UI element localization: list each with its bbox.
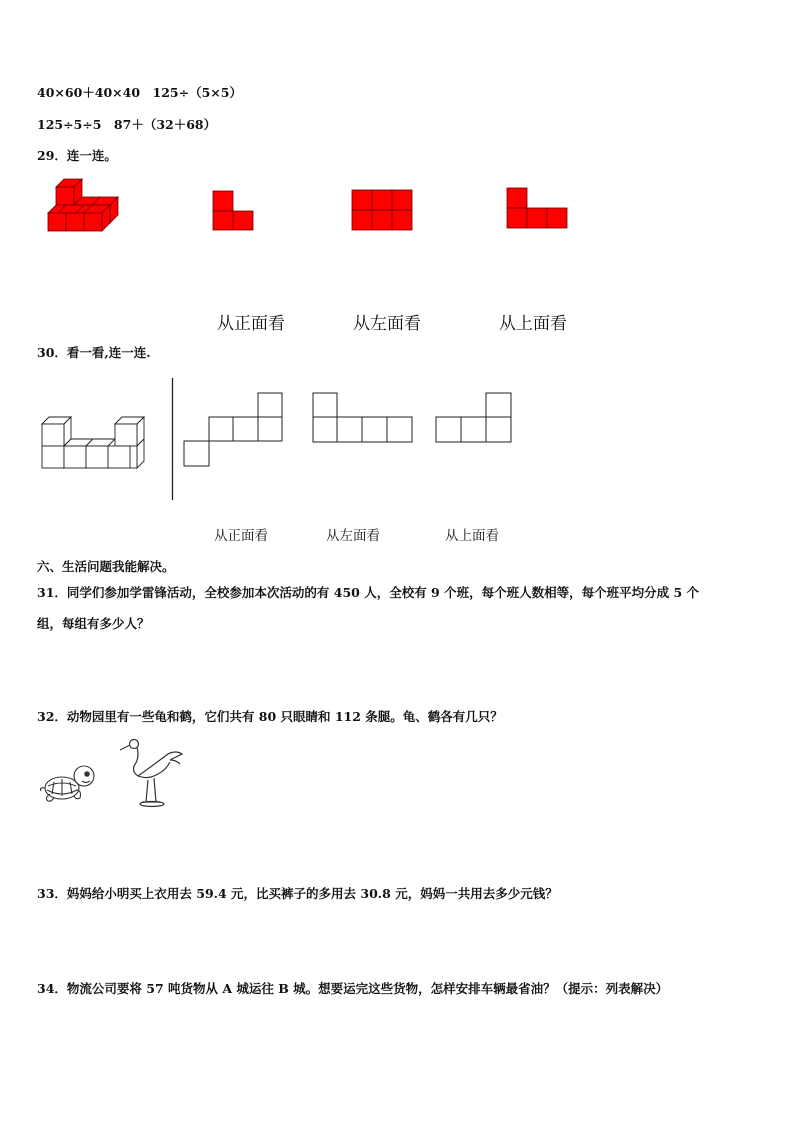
crane-illustration (118, 736, 186, 808)
calc-row-1: 40×60＋40×40 125÷（5×5） (37, 85, 242, 100)
q29-title: 29．连一连。 (37, 148, 117, 163)
q29-view-front-label: 从正面看 (217, 314, 285, 334)
q30-divider-line (171, 378, 174, 500)
q30-view-front-label: 从正面看 (214, 528, 268, 544)
turtle-illustration (38, 760, 100, 804)
q30-view-top-label: 从上面看 (445, 528, 499, 544)
q30-solid-figure (40, 412, 155, 470)
q31-text-line-2: 组，每组有多少人？ (37, 616, 150, 631)
calc-row-2: 125÷5÷5 87＋（32＋68） (37, 117, 217, 132)
q30-view-left-label: 从左面看 (326, 528, 380, 544)
q30-view-left-raised-shape (312, 392, 414, 444)
q32-text: 32．动物园里有一些龟和鹤，它们共有 80 只眼睛和 112 条腿。龟、鹤各有几只？ (37, 709, 503, 724)
q29-view-long-l-shape (506, 187, 568, 229)
q31-text-line-1: 31．同学们参加学雷锋活动，全校参加本次活动的有 450 人，全校有 9 个班，每个班人数相等，每个班平均分成 5 个 (37, 585, 699, 600)
q30-view-right-raised-shape (435, 392, 513, 444)
q30-view-stair-shape (183, 392, 284, 468)
q29-view-left-label: 从左面看 (353, 314, 421, 334)
q30-title: 30．看一看,连一连. (37, 345, 151, 360)
q29-view-rectangle (351, 189, 413, 231)
q29-view-l-shape (212, 190, 254, 231)
q34-text: 34．物流公司要将 57 吨货物从 A 城运往 B 城。想要运完这些货物，怎样安排车辆最省油？（提示：列表解决） (37, 981, 669, 996)
q29-view-top-label: 从上面看 (499, 314, 567, 334)
q33-text: 33．妈妈给小明买上衣用去 59.4 元，比买裤子的多用去 30.8 元，妈妈一共用去多少元钱？ (37, 886, 558, 901)
section-6-title: 六、生活问题我能解决。 (37, 559, 175, 574)
q29-solid-figure (40, 175, 130, 240)
